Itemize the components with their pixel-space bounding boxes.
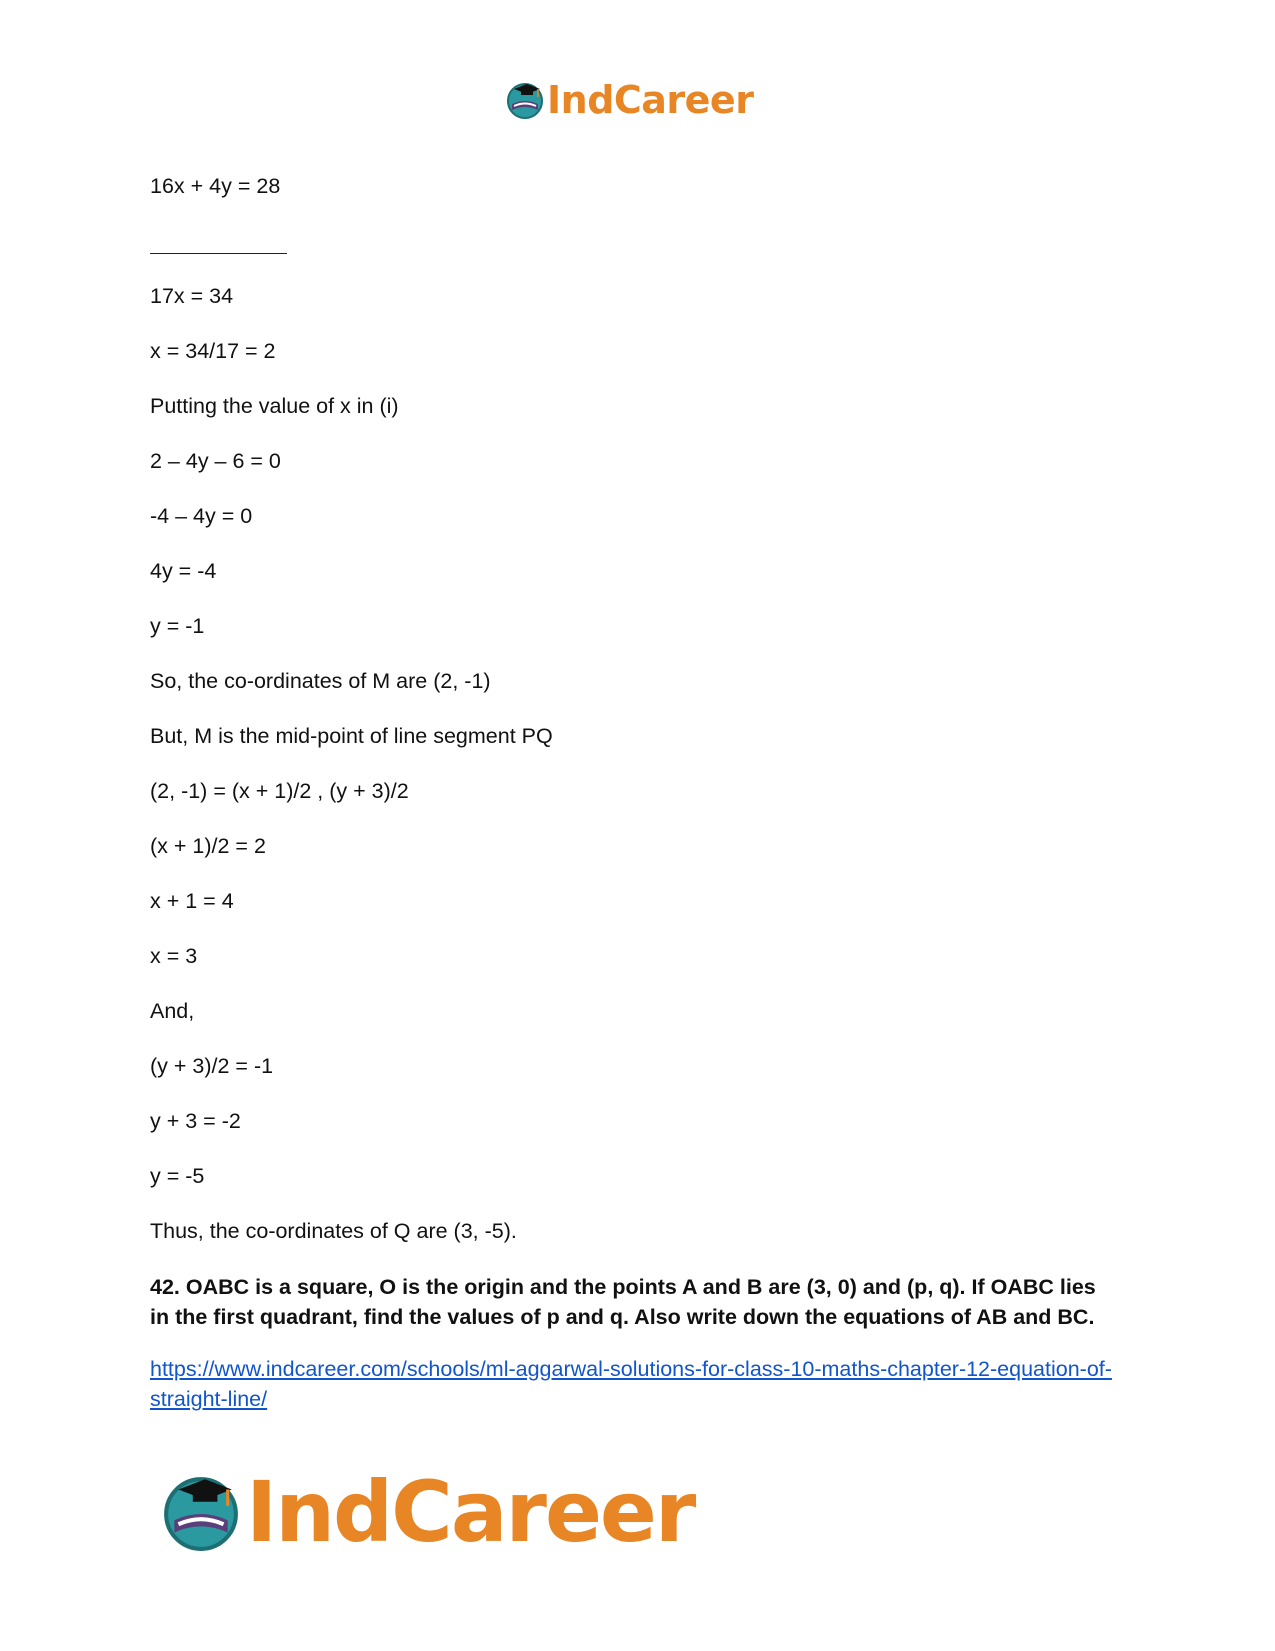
text-line: (y + 3)/2 = -1 — [150, 1054, 274, 1078]
text-line: y = -5 — [150, 1164, 205, 1188]
globe-book-icon — [505, 80, 545, 120]
footer-logo — [160, 1463, 695, 1561]
text-line: 4y = -4 — [150, 559, 217, 583]
text-line: Thus, the co-ordinates of Q are (3, -5). — [150, 1219, 517, 1243]
text-line: y + 3 = -2 — [150, 1109, 241, 1133]
text-line: x = 3 — [150, 944, 198, 968]
text-line: And, — [150, 999, 195, 1023]
text-line: 17x = 34 — [150, 284, 234, 308]
text-line: But, M is the mid-point of line segment PQ — [150, 724, 553, 748]
text-line: x = 34/17 = 2 — [150, 339, 276, 363]
source-link[interactable]: https://www.indcareer.com/schools/ml-aggarwal-solutions-for-class-10-maths-chapter-12-equation-of-straight-line/ — [150, 1357, 1112, 1411]
text-line: Putting the value of x in (i) — [150, 394, 399, 418]
question-heading: 42. OABC is a square, O is the origin and the points A and B are (3, 0) and (p, q). If OABC lies in the first quadrant, find the values of p and q. Also write down the equations of AB and BC. — [150, 1275, 1096, 1329]
text-line: So, the co-ordinates of M are (2, -1) — [150, 669, 491, 693]
logo-wordmark: IndCareer — [246, 1463, 695, 1561]
sum-underline — [150, 227, 1120, 254]
globe-book-icon — [160, 1471, 242, 1553]
text-line: y = -1 — [150, 614, 205, 638]
document-body — [150, 172, 1120, 1414]
text-line: 16x + 4y = 28 — [150, 174, 281, 198]
text-line: 2 – 4y – 6 = 0 — [150, 449, 281, 473]
text-line: (x + 1)/2 = 2 — [150, 834, 266, 858]
text-line: -4 – 4y = 0 — [150, 504, 253, 528]
text-line: (2, -1) = (x + 1)/2 , (y + 3)/2 — [150, 779, 409, 803]
text-line: x + 1 = 4 — [150, 889, 234, 913]
logo-wordmark: IndCareer — [547, 78, 754, 122]
header-logo — [505, 80, 753, 120]
